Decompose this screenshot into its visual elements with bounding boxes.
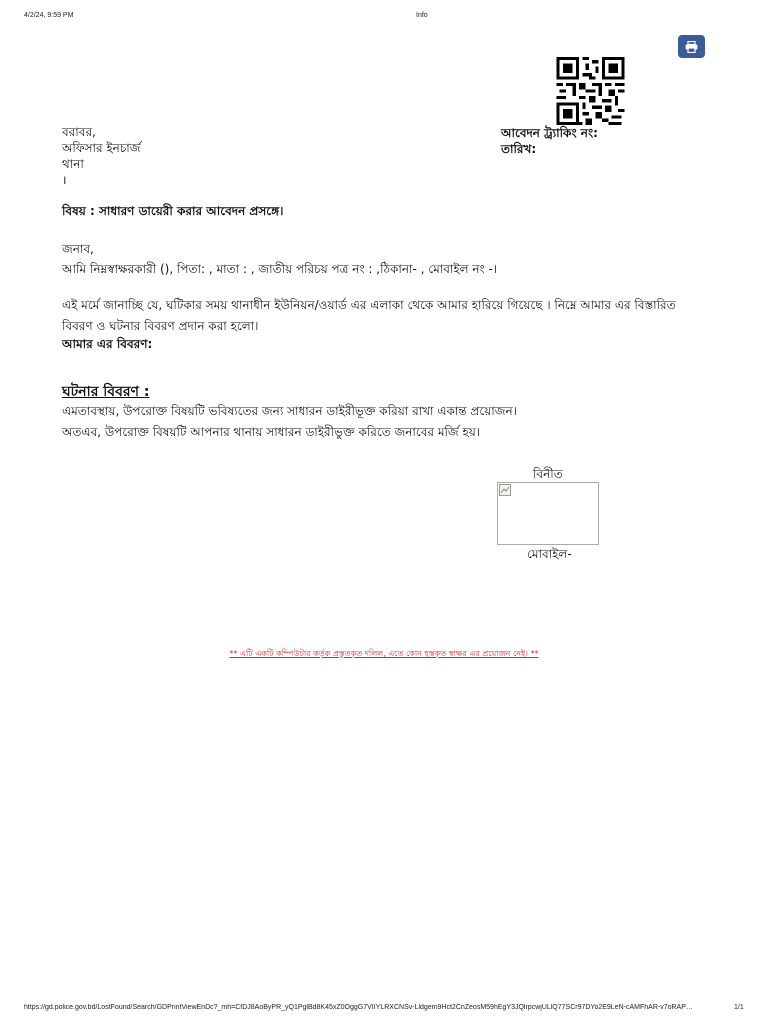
incident-line-2: অতএব, উপরোক্ত বিষয়টি আপনার থানায় সাধারন ডাইরীভুক্ত করিতে জনাবের মর্জি হয়। bbox=[62, 425, 481, 439]
print-button[interactable] bbox=[678, 35, 705, 58]
printer-icon bbox=[685, 41, 698, 53]
print-page-title: Info bbox=[416, 12, 428, 19]
body-line-2: বিবরণ ও ঘটনার বিবরণ প্রদান করা হলো। bbox=[62, 319, 259, 333]
mobile-label: মোবাইল- bbox=[527, 547, 572, 561]
incident-line-1: এমতাবস্থায়, উপরোক্ত বিষয়টি ভবিষ্যতের জন্য সাধারন ডাইরীভূক্ত করিয়া রাখা একান্ত প্রয়োজন। bbox=[62, 404, 517, 418]
broken-image-icon bbox=[499, 484, 511, 496]
salutation: জনাব, bbox=[62, 242, 94, 256]
to-line-1: বরাবর, bbox=[62, 125, 96, 139]
intro-paragraph: আমি নিম্নস্বাক্ষরকারী (), পিতা: , মাতা : , জাতীয় পরিচয় পত্র নং : ,ঠিকানা- , মোবাইল নং -। bbox=[62, 262, 498, 276]
closing-text: বিনীত bbox=[533, 467, 563, 481]
to-line-3: থানা bbox=[62, 157, 84, 171]
incident-heading: ঘটনার বিবরণ : bbox=[62, 384, 150, 400]
print-url: https://gd.police.gov.bd/LostFound/Search/GDPrintViewEnDc?_mh=CfDJ8AoByPR_yQ1PglBd8K45xZ0OggG7VIIYLRXCNSv-Lldgem9Hct2CnZeosM59hEgY3JQlrpcwjULlQ77SCr97DYo2E9LeN-cAMFhAR-v7oRAP… bbox=[24, 1004, 693, 1011]
print-datetime: 4/2/24, 9:59 PM bbox=[24, 12, 74, 19]
details-heading: আমার এর বিবরণ: bbox=[62, 337, 153, 351]
qr-code bbox=[555, 57, 626, 125]
body-line-1: এই মর্মে জানাচ্ছি যে, ঘটিকার সময় থানাধীন ইউনিয়ন/ওয়ার্ড এর এলাকা থেকে আমার হারিয়ে গিয়েছে । নিম্নে আমার এর বিস্তারিত bbox=[62, 298, 676, 312]
to-line-2: অফিসার ইনচার্জ bbox=[62, 141, 141, 155]
date-label: তারিখ: bbox=[501, 142, 537, 156]
subject-line: বিষয় : সাধারণ ডায়েরী করার আবেদন প্রসঙ্গে। bbox=[62, 204, 284, 218]
tracking-number-label: আবেদন ট্র্যাকিং নং: bbox=[501, 126, 598, 140]
computer-generated-disclaimer: ** এটি একটি কম্পিউটার কর্তৃক প্রস্তুতকৃত দলিল, এতে কোন হস্তকৃত স্বাক্ষর এর প্রয়োজন নেই। ** bbox=[229, 649, 539, 658]
signature-image bbox=[497, 482, 599, 545]
to-line-4: । bbox=[62, 173, 67, 187]
print-page-number: 1/1 bbox=[734, 1004, 744, 1011]
